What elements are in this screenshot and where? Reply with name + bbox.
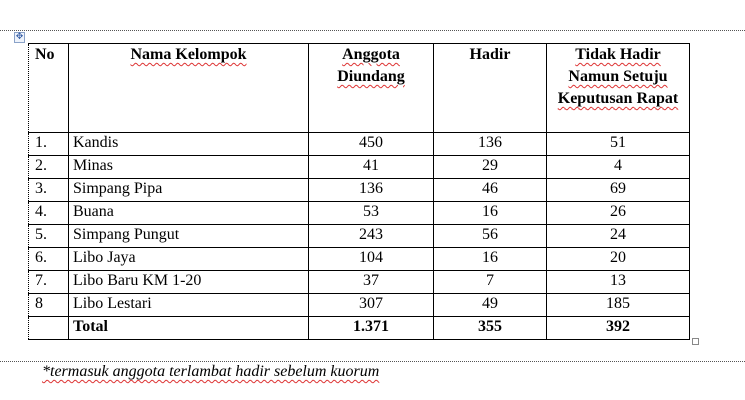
cell-no: 3. <box>29 179 69 202</box>
page-boundary-bottom <box>0 361 745 362</box>
cell-hadir: 49 <box>434 294 547 317</box>
header-nama-text: Nama Kelompok <box>130 46 247 63</box>
cell-hadir: 16 <box>434 248 547 271</box>
cell-nama: Libo Jaya <box>69 248 309 271</box>
cell-hadir: 29 <box>434 156 547 179</box>
cell-anggota: 307 <box>309 294 434 317</box>
cell-hadir: 7 <box>434 271 547 294</box>
table-row <box>29 271 690 294</box>
cell-nama: Minas <box>69 156 309 179</box>
cell-anggota: 450 <box>309 133 434 156</box>
header-row <box>29 44 690 133</box>
cell-tidak: 185 <box>547 294 690 317</box>
cell-anggota: 136 <box>309 179 434 202</box>
cell-tidak: 69 <box>547 179 690 202</box>
page-boundary-top <box>0 30 745 31</box>
header-nama <box>69 44 309 133</box>
table-resize-handle[interactable] <box>692 338 699 345</box>
cell-nama: Libo Lestari <box>69 294 309 317</box>
header-tidak-hadir <box>547 44 690 133</box>
cell-nama: Total <box>69 317 309 340</box>
cell-anggota: 41 <box>309 156 434 179</box>
header-no: No <box>29 44 69 133</box>
cell-no: 6. <box>29 248 69 271</box>
footnote <box>42 363 379 381</box>
table-move-handle-icon[interactable]: ✥ <box>15 32 24 42</box>
cell-hadir: 355 <box>434 317 547 340</box>
table-row <box>29 133 690 156</box>
cell-tidak: 20 <box>547 248 690 271</box>
header-anggota <box>309 44 434 133</box>
cell-hadir: 16 <box>434 202 547 225</box>
cell-tidak: 4 <box>547 156 690 179</box>
cell-anggota: 37 <box>309 271 434 294</box>
header-hadir: Hadir <box>434 44 547 133</box>
cell-tidak: 24 <box>547 225 690 248</box>
total-row <box>29 317 690 340</box>
table-row <box>29 156 690 179</box>
cell-anggota: 104 <box>309 248 434 271</box>
table-row <box>29 179 690 202</box>
cell-tidak: 392 <box>547 317 690 340</box>
cell-no: 7. <box>29 271 69 294</box>
footnote-text: *termasuk anggota terlambat hadir sebelum kuorum <box>42 363 380 380</box>
cell-anggota: 1.371 <box>309 317 434 340</box>
cell-nama: Kandis <box>69 133 309 156</box>
cell-no: 4. <box>29 202 69 225</box>
table-row <box>29 294 690 317</box>
cell-no <box>29 317 69 340</box>
table-row <box>29 202 690 225</box>
cell-hadir: 136 <box>434 133 547 156</box>
cell-tidak: 13 <box>547 271 690 294</box>
cell-anggota: 53 <box>309 202 434 225</box>
cell-nama: Buana <box>69 202 309 225</box>
cell-hadir: 46 <box>434 179 547 202</box>
table-row <box>29 248 690 271</box>
cell-tidak: 51 <box>547 133 690 156</box>
table-row <box>29 225 690 248</box>
header-anggota-text: Anggota Diundang <box>337 46 405 85</box>
cell-hadir: 56 <box>434 225 547 248</box>
cell-nama: Simpang Pipa <box>69 179 309 202</box>
header-tidak-text: Tidak Hadir Namun Setuju Keputusan Rapat <box>557 46 679 107</box>
data-table <box>28 43 690 340</box>
cell-no: 1. <box>29 133 69 156</box>
cell-anggota: 243 <box>309 225 434 248</box>
cell-nama: Libo Baru KM 1-20 <box>69 271 309 294</box>
cell-no: 2. <box>29 156 69 179</box>
cell-nama: Simpang Pungut <box>69 225 309 248</box>
cell-no: 5. <box>29 225 69 248</box>
cell-no: 8 <box>29 294 69 317</box>
cell-tidak: 26 <box>547 202 690 225</box>
